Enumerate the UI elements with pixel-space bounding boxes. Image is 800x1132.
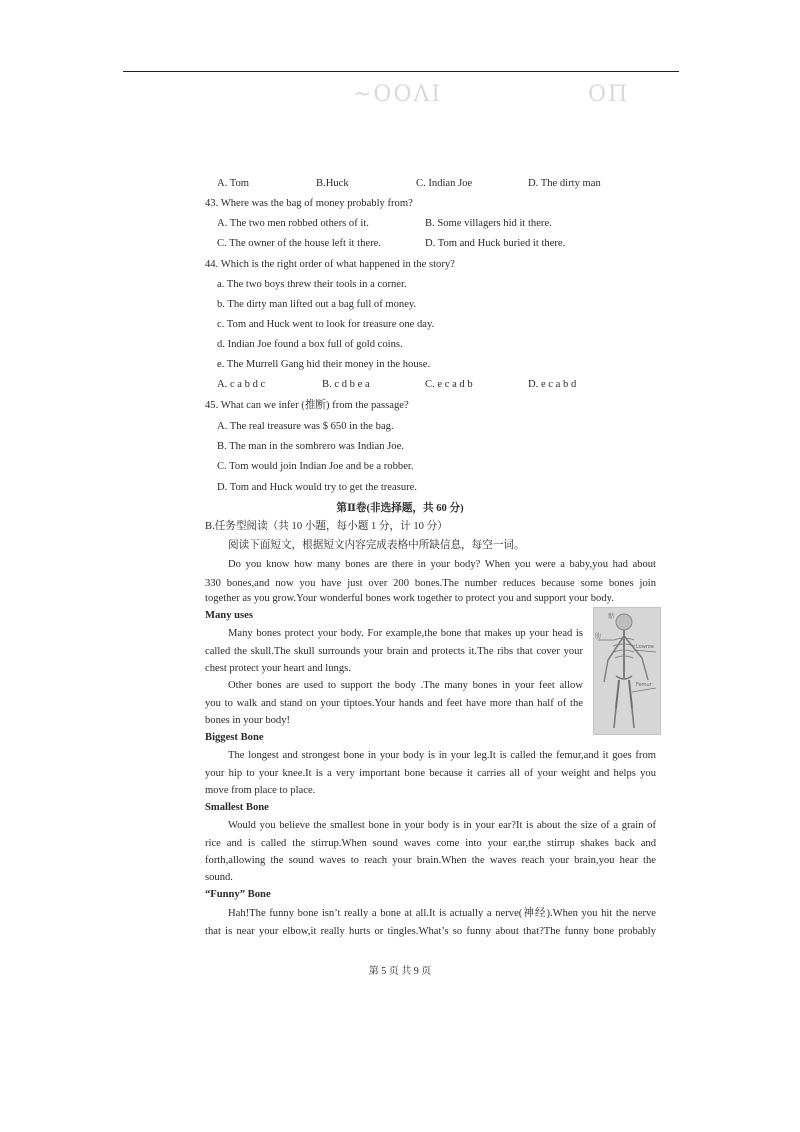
funny-bone-line: that is near your elbow,it really hurts or tingles.What’s so funny about that?The funny bone probably — [205, 926, 656, 937]
many-uses-line: you to walk and stand on your tiptoes.Your hands and feet have more than half of the — [205, 698, 583, 709]
q43-option-c: C. The owner of the house left it there. — [217, 238, 381, 249]
watermark-left: ~ΟΟΛΙ — [353, 82, 443, 107]
q42-option-c: C. Indian Joe — [416, 178, 473, 189]
smallest-bone-line: Would you believe the smallest bone in your body is in your ear?It is about the size of a grain of — [228, 820, 656, 831]
page-footer: 第 5 页 共 9 页 — [368, 966, 432, 977]
q45-option-c: C. Tom would join Indian Joe and be a robber. — [217, 461, 414, 472]
figure-label: 骷 — [608, 613, 615, 620]
biggest-bone-line: your hip to your knee.It is a very important bone because it carries all of your weight and helps you — [205, 768, 656, 779]
section-instruction: 阅读下面短文，根据短文内容完成表格中所缺信息，每空一词。 — [228, 540, 525, 551]
q44-option-b: B. c d b e a — [322, 379, 370, 390]
heading-funny-bone: “Funny” Bone — [205, 889, 271, 900]
heading-biggest-bone: Biggest Bone — [205, 732, 264, 743]
q44-option-d: D. e c a b d — [528, 379, 577, 390]
heading-smallest-bone: Smallest Bone — [205, 802, 269, 813]
smallest-bone-line: forth,allowing the sound waves to reach your brain.When the waves reach your brain,you hear the — [205, 855, 656, 866]
many-uses-line: called the skull.The skull surrounds your brain and protects it.The ribs that cover your — [205, 646, 583, 657]
q42-option-d: D. The dirty man — [528, 178, 601, 189]
watermark-right: ΟΠ — [588, 82, 630, 107]
many-uses-line: chest protect your heart and lungs. — [205, 663, 351, 674]
q44-event: b. The dirty man lifted out a bag full of money. — [217, 299, 417, 310]
funny-bone-line: Hah!The funny bone isn’t really a bone at all.It is actually a nerve(神经).When you hit the nerve — [228, 908, 656, 919]
passage-intro-line: together as you grow.Your wonderful bones work together to protect you and support your body. — [205, 593, 614, 604]
figure-label: 肋 — [595, 633, 602, 640]
heading-many-uses: Many uses — [205, 610, 253, 621]
smallest-bone-line: rice and is called the stirrup.When sound waves come into your ear,the stirrup shakes back and — [205, 838, 656, 849]
q45-option-d: D. Tom and Huck would try to get the treasure. — [217, 482, 418, 493]
skeleton-figure — [593, 607, 661, 735]
biggest-bone-line: The longest and strongest bone in your body is in your leg.It is called the femur,and it goes from — [228, 750, 656, 761]
passage-intro-line: Do you know how many bones are there in your body? When you were a baby,you had about — [228, 559, 656, 570]
many-uses-line: Other bones are used to support the body .The many bones in your feet allow — [228, 680, 583, 691]
passage-intro-line: 330 bones,and now you have just over 200 bones.The number reduces because some bones join — [205, 578, 656, 589]
biggest-bone-line: move from place to place. — [205, 785, 316, 796]
q44-option-a: A. c a b d c — [217, 379, 266, 390]
q44-event: c. Tom and Huck went to look for treasure one day. — [217, 319, 435, 330]
q43-stem: 43. Where was the bag of money probably from? — [205, 198, 413, 209]
q45-option-a: A. The real treasure was $ 650 in the bag. — [217, 421, 394, 432]
q43-option-a: A. The two men robbed others of it. — [217, 218, 369, 229]
q44-event: e. The Murrell Gang hid their money in the house. — [217, 359, 431, 370]
many-uses-line: bones in your body! — [205, 715, 291, 726]
smallest-bone-line: sound. — [205, 872, 233, 883]
skeleton-illustration — [594, 608, 660, 734]
q44-event: a. The two boys threw their tools in a corner. — [217, 279, 407, 290]
many-uses-line: Many bones protect your body. For example,the bone that makes up your head is — [228, 628, 583, 639]
q44-event: d. Indian Joe found a box full of gold coins. — [217, 339, 403, 350]
q43-option-d: D. Tom and Huck buried it there. — [425, 238, 566, 249]
q43-option-b: B. Some villagers hid it there. — [425, 218, 552, 229]
q45-stem: 45. What can we infer (推断) from the passage? — [205, 400, 409, 411]
q44-stem: 44. Which is the right order of what happened in the story? — [205, 259, 455, 270]
figure-label: Lowroe — [636, 644, 654, 650]
q42-option-a: A. Tom — [217, 178, 250, 189]
section-part-label: B.任务型阅读（共 10 小题，每小题 1 分，计 10 分） — [205, 521, 448, 532]
q42-option-b: B.Huck — [316, 178, 349, 189]
section-title: 第Ⅱ卷(非选择题，共 60 分) — [336, 503, 464, 514]
figure-label: Femur — [636, 682, 652, 688]
q45-option-b: B. The man in the sombrero was Indian Joe. — [217, 441, 404, 452]
q44-option-c: C. e c a d b — [425, 379, 473, 390]
